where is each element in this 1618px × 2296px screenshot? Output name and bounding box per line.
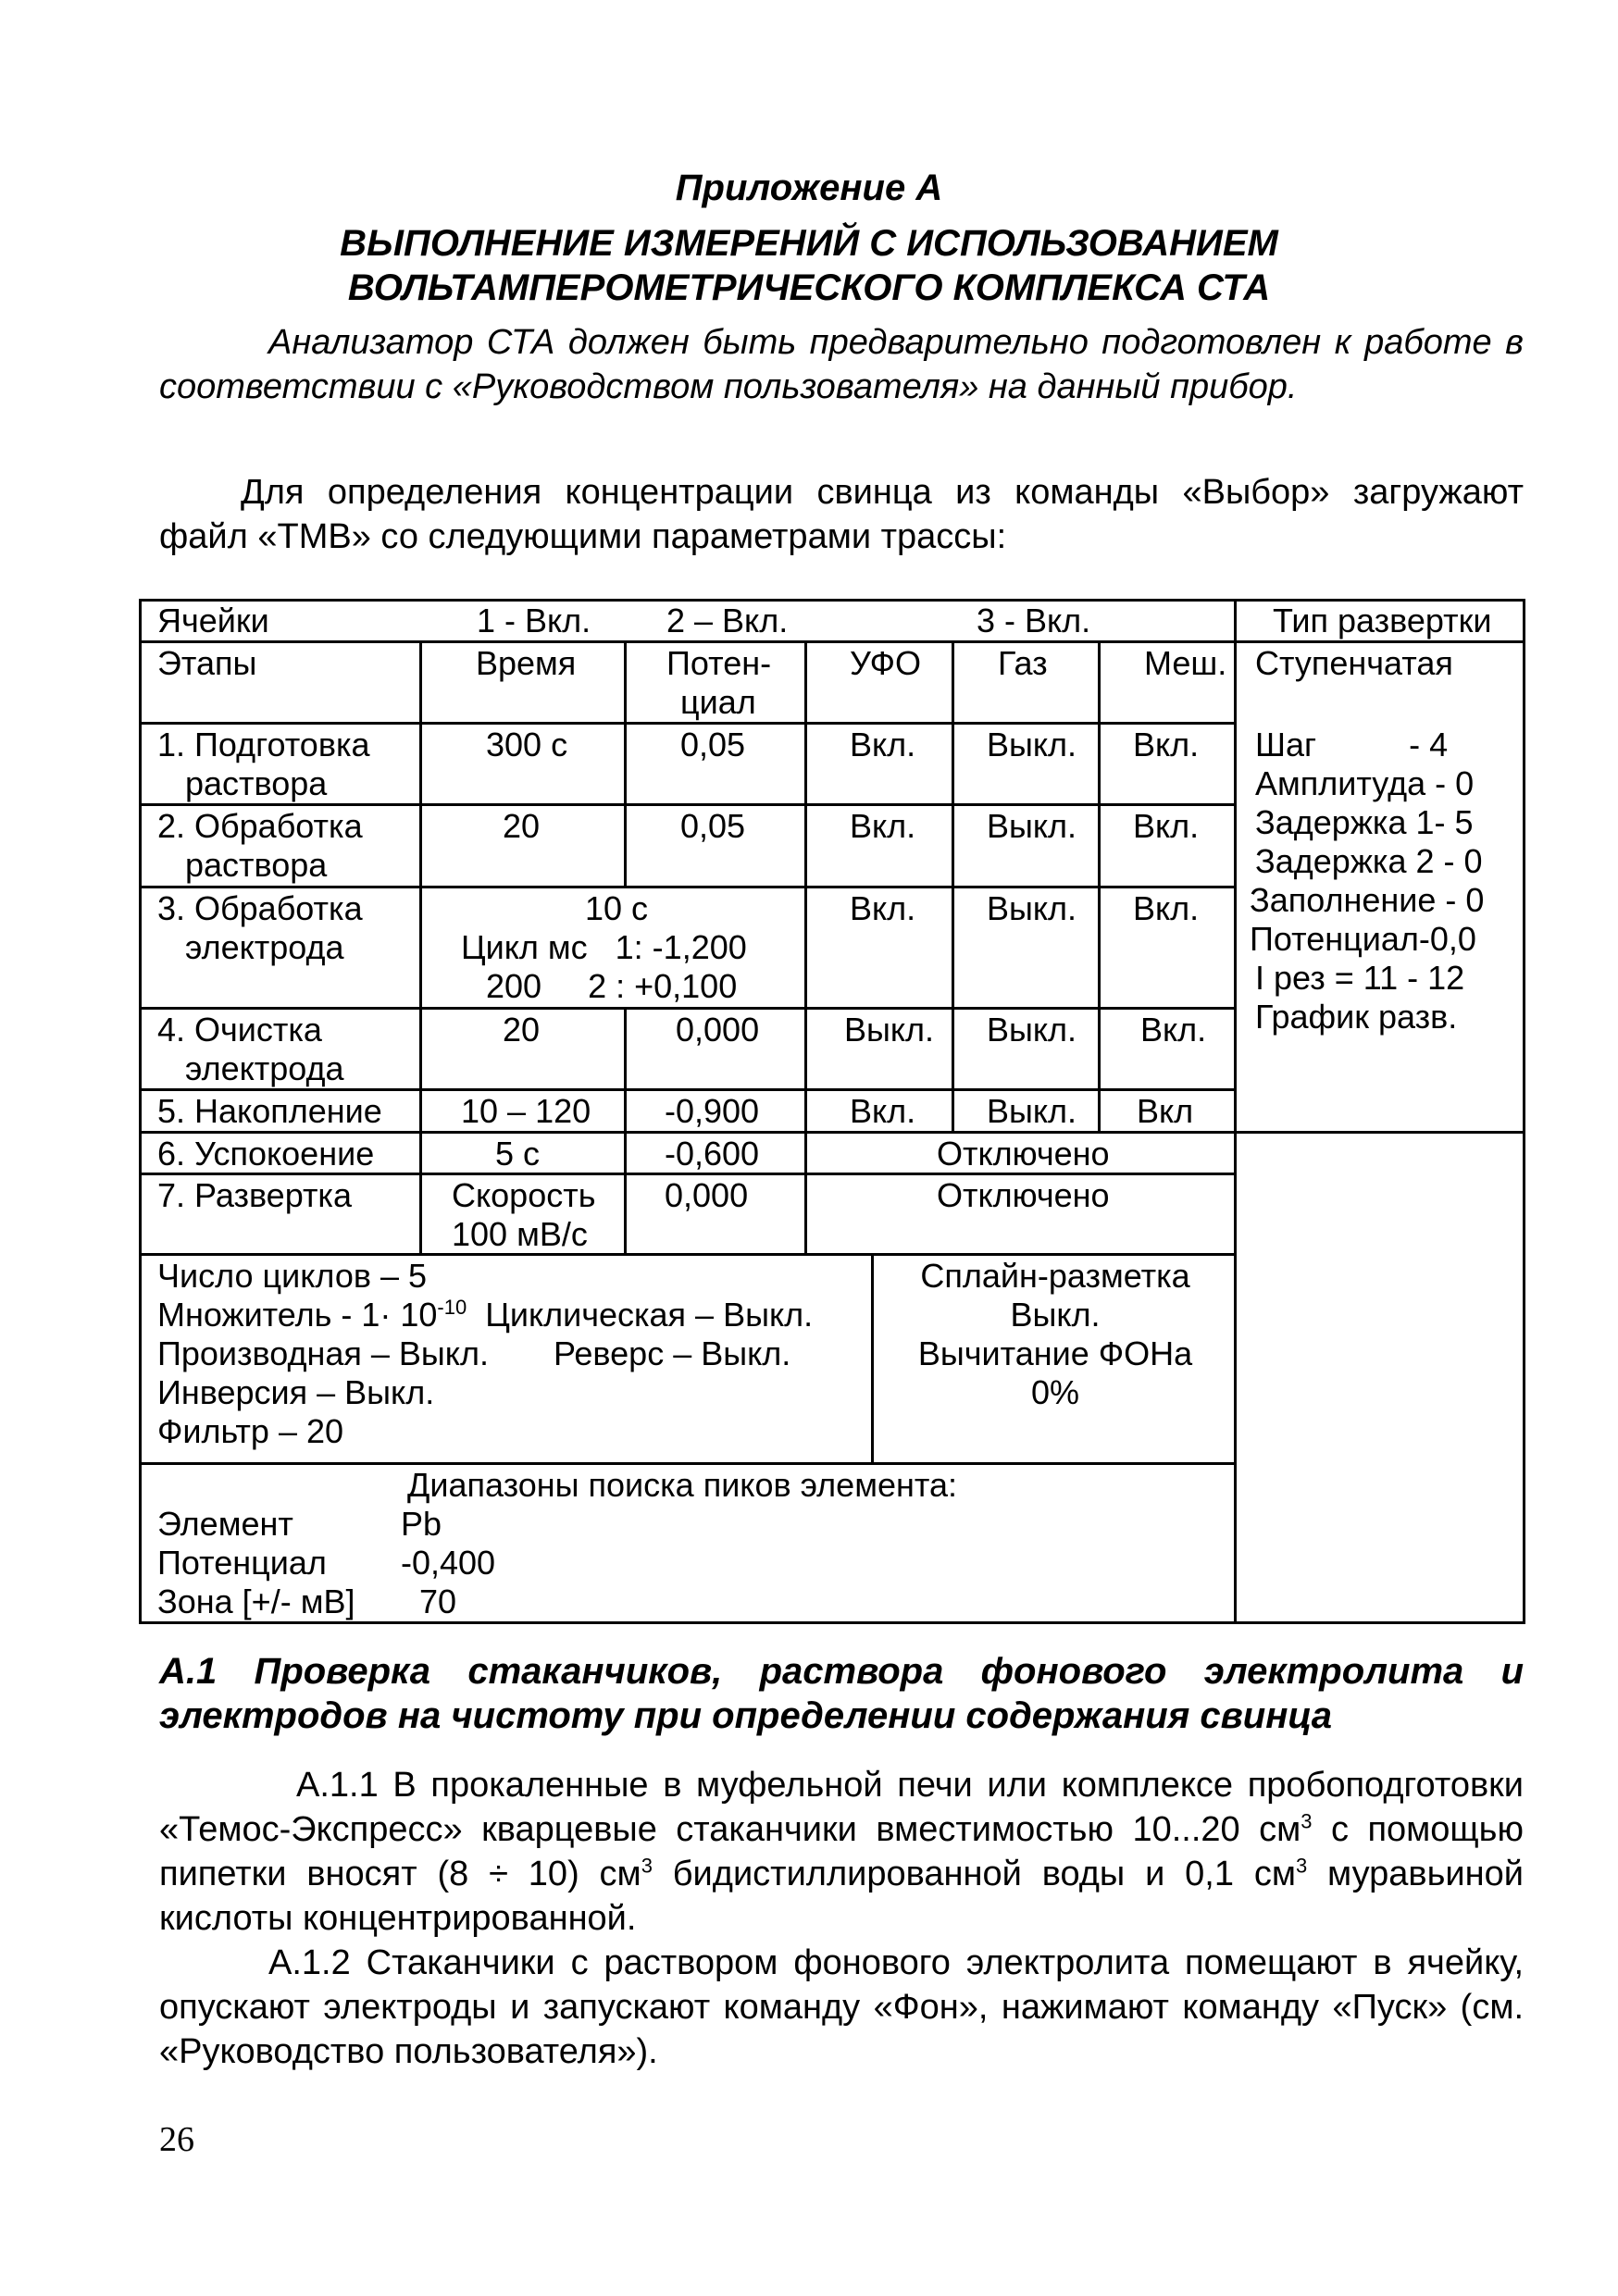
header-cell-1: 1 - Вкл. xyxy=(477,602,591,639)
row1-gas: Выкл. xyxy=(987,726,1077,763)
row1-potential: 0,05 xyxy=(680,726,746,763)
row1-stage-2: раствора xyxy=(185,764,328,802)
row2-stage-2: раствора xyxy=(185,846,328,884)
row5-potential: -0,900 xyxy=(665,1092,760,1130)
row6-time: 5 с xyxy=(495,1135,541,1173)
row5-gas: Выкл. xyxy=(987,1092,1077,1130)
sweep-fill: Заполнение - 0 xyxy=(1250,881,1485,919)
col-potential-1: Потен- xyxy=(666,644,772,682)
row2-stage: 2. Обработка xyxy=(157,807,363,845)
setting-filter: Фильтр – 20 xyxy=(157,1412,344,1450)
header-cell-2: 2 – Вкл. xyxy=(666,602,789,639)
peaks-element-value: Pb xyxy=(401,1505,442,1543)
header-cell-3: 3 - Вкл. xyxy=(977,602,1091,639)
setting-cycles: Число циклов – 5 xyxy=(157,1257,428,1295)
row1-ufo: Вкл. xyxy=(850,726,916,763)
setting-multiplier: Множитель - $1\cdot 10^{-10}$ Циклическая – Выкл. xyxy=(157,1296,814,1334)
row1-time: 300 с xyxy=(486,726,568,763)
header-sweep-type: Тип развертки xyxy=(1273,602,1492,639)
row2-ufo: Вкл. xyxy=(850,807,916,845)
intro-paragraph-2: Для определения концентрации свинца из команды «Выбор» загружают файл «ТМВ» со следующими параметрами трассы: xyxy=(159,473,1524,556)
row3-gas: Выкл. xyxy=(987,889,1077,927)
peaks-potential-value: -0,400 xyxy=(401,1544,496,1582)
title-line-2: ВОЛЬТАМПЕРОМЕТРИЧЕСКОГО КОМПЛЕКСА СТА xyxy=(347,267,1271,308)
header-cells: Ячейки xyxy=(157,602,269,639)
peaks-zone-value: 70 xyxy=(419,1582,457,1620)
row4-mixer: Вкл. xyxy=(1140,1011,1207,1049)
row2-mixer: Вкл. xyxy=(1133,807,1200,845)
sweep-step: Шаг - 4 xyxy=(1255,726,1449,763)
section-paragraph-1: А.1.1 В прокаленные в муфельной печи или комплексе пробоподготовки «Темос-Экспресс» кварцевые стаканчики вместимостью 10...20 $см^3$ с помощью пипетки вносят (8 ÷ 10) $см^3$ бидистиллированной воды и 0,1 $см^3$ муравьиной кислоты концентрированной. xyxy=(159,1766,1524,1938)
peaks-potential-label: Потенциал xyxy=(157,1544,327,1582)
setting-inversion: Инверсия – Выкл. xyxy=(157,1373,435,1411)
sweep-amplitude: Амплитуда - 0 xyxy=(1255,764,1475,802)
row7-stage: 7. Развертка xyxy=(157,1176,352,1214)
sweep-delay-1: Задержка 1- 5 xyxy=(1255,803,1474,841)
row3-stage: 3. Обработка xyxy=(157,889,363,927)
row2-gas: Выкл. xyxy=(987,807,1077,845)
col-time: Время xyxy=(476,644,577,682)
trace-parameters-table xyxy=(139,599,1525,1624)
col-stepped: Ступенчатая xyxy=(1255,644,1453,682)
peaks-title: Диапазоны поиска пиков элемента: xyxy=(407,1466,957,1504)
row6-potential: -0,600 xyxy=(665,1135,760,1173)
spline-line-3: Вычитание ФОНа xyxy=(917,1334,1193,1372)
row4-time: 20 xyxy=(503,1011,541,1049)
row7-merged: Отключено xyxy=(937,1176,1110,1214)
peaks-zone-label: Зона [+/- мВ] xyxy=(157,1582,355,1620)
row4-ufo: Выкл. xyxy=(844,1011,935,1049)
row7-time-2: 100 мВ/с xyxy=(452,1215,588,1253)
row4-gas: Выкл. xyxy=(987,1011,1077,1049)
sweep-i-res: I рез = 11 - 12 xyxy=(1255,959,1465,997)
row2-time: 20 xyxy=(503,807,541,845)
row3-stage-2: электрода xyxy=(185,928,344,966)
row4-potential: 0,000 xyxy=(676,1011,760,1049)
row3-time-1: 10 с xyxy=(585,889,649,927)
row5-ufo: Вкл. xyxy=(850,1092,916,1130)
sweep-delay-2: Задержка 2 - 0 xyxy=(1255,842,1483,880)
row6-merged: Отключено xyxy=(937,1135,1110,1173)
row1-mixer: Вкл. xyxy=(1133,726,1200,763)
sweep-potential: Потенциал-0,0 xyxy=(1250,920,1476,958)
row7-potential: 0,000 xyxy=(665,1176,749,1214)
peaks-element-label: Элемент xyxy=(157,1505,293,1543)
col-stages: Этапы xyxy=(157,644,257,682)
spline-line-4: 0% xyxy=(1030,1373,1080,1411)
spline-line-1: Сплайн-разметка xyxy=(920,1257,1190,1295)
row3-time-2: Цикл мс 1: -1,200 xyxy=(461,928,747,966)
title-line-1: ВЫПОЛНЕНИЕ ИЗМЕРЕНИЙ С ИСПОЛЬЗОВАНИЕМ xyxy=(340,223,1278,264)
row4-stage-2: электрода xyxy=(185,1049,344,1087)
row5-time: 10 – 120 xyxy=(461,1092,591,1130)
page-number: 26 xyxy=(159,2120,194,2159)
col-gas: Газ xyxy=(998,644,1048,682)
row5-mixer: Вкл xyxy=(1137,1092,1194,1130)
col-ufo: УФО xyxy=(850,644,922,682)
spline-line-2: Выкл. xyxy=(1010,1296,1101,1334)
setting-derivative: Производная – Выкл. Реверс – Выкл. xyxy=(157,1334,791,1372)
row3-mixer: Вкл. xyxy=(1133,889,1200,927)
row6-stage: 6. Успокоение xyxy=(157,1135,375,1173)
sweep-graph: График разв. xyxy=(1255,998,1458,1036)
col-mixer: Меш. xyxy=(1144,644,1227,682)
intro-paragraph-1: Анализатор СТА должен быть предварительно подготовлен к работе в соответствии с «Руководством пользователя» на данный прибор. xyxy=(159,323,1524,406)
row7-time-1: Скорость xyxy=(452,1176,596,1214)
row3-ufo: Вкл. xyxy=(850,889,916,927)
row3-time-3: 200 2 : +0,100 xyxy=(486,967,738,1005)
col-potential-2: циал xyxy=(680,683,756,721)
row2-potential: 0,05 xyxy=(680,807,746,845)
section-paragraph-2: А.1.2 Стаканчики с раствором фонового электролита помещают в ячейку, опускают электроды и запускают команду «Фон», нажимают команду «Пуск» (см. «Руководство пользователя»). xyxy=(159,1943,1524,2071)
row1-stage: 1. Подготовка xyxy=(157,726,370,763)
appendix-label: Приложение А xyxy=(675,168,943,208)
row4-stage: 4. Очистка xyxy=(157,1011,322,1049)
row5-stage: 5. Накопление xyxy=(157,1092,382,1130)
section-title: А.1 Проверка стаканчиков, раствора фонового электролита и электродов на чистоту при определении содержания свинца xyxy=(159,1651,1524,1736)
